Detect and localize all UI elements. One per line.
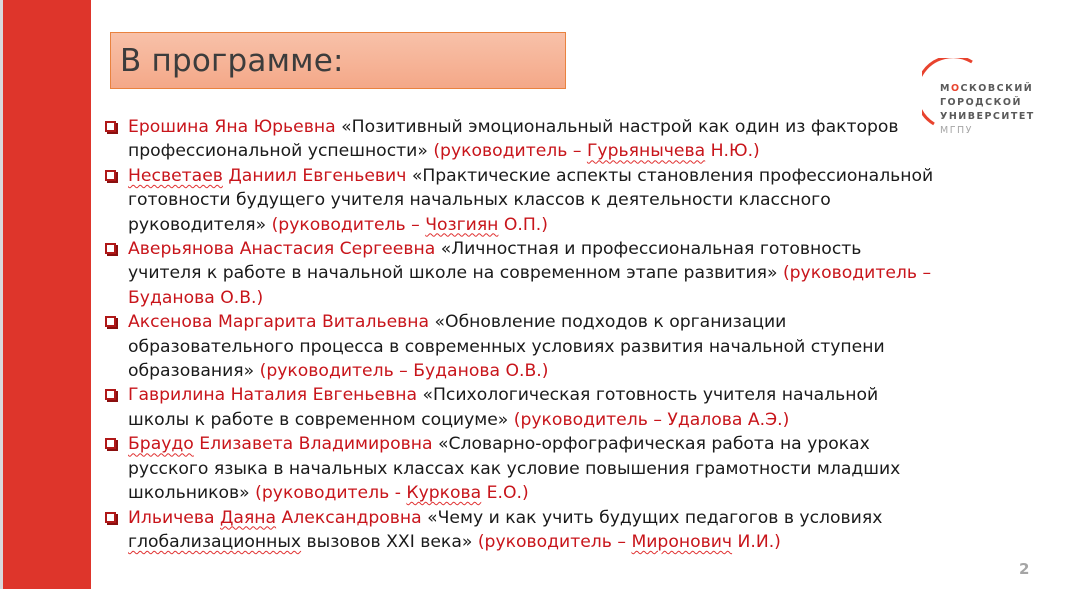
logo-line4: МГПУ: [940, 125, 973, 136]
logo-line1-post: СКОВСКИЙ: [960, 83, 1034, 94]
page-title: В программе:: [120, 42, 344, 79]
accent-sidebar: [3, 0, 91, 589]
list-item: [104, 506, 934, 555]
student-name: Даниил Евгеньевич: [222, 165, 407, 186]
list-item: [104, 310, 934, 383]
title-box: [110, 32, 566, 89]
program-list: [104, 115, 934, 554]
student-name: Елизавета Владимировна: [193, 434, 433, 455]
list-item: [104, 237, 934, 310]
topic-text: «Обновление подходов к организации образовательного процесса в современных условиях развития начальной ступени образования»: [128, 312, 885, 382]
supervisor-name: Миронович: [631, 531, 733, 552]
list-item: [104, 383, 934, 432]
topic-text: «Чему и как учить будущих педагогов в условиях: [421, 507, 883, 528]
supervisor-prefix: (руководитель –: [477, 531, 632, 552]
checkbox-bullet-icon: [105, 243, 116, 254]
supervisor-prefix: (руководитель –: [271, 214, 426, 235]
topic-text: «Личностная и профессиональная готовность учителя к работе в начальной школе на современном этапе развития»: [128, 239, 862, 284]
student-surname: Несветаев: [128, 165, 223, 186]
student-name: Аверьянова Анастасия Сергеевна: [128, 239, 436, 260]
list-item: [104, 115, 934, 164]
supervisor-prefix: (руководитель –: [433, 141, 587, 162]
checkbox-bullet-icon: [105, 121, 116, 132]
checkbox-bullet-icon: [105, 170, 116, 181]
logo-line2: ГОРОДСКОЙ: [940, 97, 1022, 108]
logo-line3: УНИВЕРСИТЕТ: [940, 111, 1035, 122]
student-surname: Браудо: [128, 434, 194, 455]
list-item: [104, 432, 934, 505]
supervisor-name: Гурьянычева: [586, 141, 706, 162]
student-name: Аксенова Маргарита Витальевна: [128, 312, 430, 333]
topic-text: «Практические аспекты становления профессиональной готовности будущего учителя начальных классов к деятельности классного руководителя»: [128, 165, 934, 235]
student-firstname: Даяна: [220, 507, 277, 528]
supervisor-name: Чозгиян: [425, 214, 499, 235]
supervisor-suffix: Н.Ю.): [705, 141, 760, 162]
checkbox-bullet-icon: [105, 438, 116, 449]
logo-line1-o: О: [950, 83, 961, 94]
topic-text: вызовов XXI века»: [301, 531, 478, 552]
supervisor-suffix: О.П.): [498, 214, 548, 235]
supervisor-suffix: И.И.): [732, 531, 781, 552]
logo-text: [940, 82, 1035, 138]
supervisor-name: Куркова: [406, 483, 482, 504]
supervisor: (руководитель – Удалова А.Э.): [513, 409, 790, 430]
student-surname: Ильичева: [128, 507, 220, 528]
list-item: [104, 164, 934, 237]
supervisor-suffix: Е.О.): [481, 483, 529, 504]
supervisor: (руководитель – Буданова О.В.): [259, 361, 549, 382]
checkbox-bullet-icon: [105, 316, 116, 327]
topic-text-flagged: глобализационных: [128, 531, 302, 552]
student-name: Гаврилина Наталия Евгеньевна: [128, 385, 418, 406]
logo-line1-pre: М: [940, 83, 951, 94]
student-name: Ерошина Яна Юрьевна: [128, 117, 336, 137]
supervisor: (руководитель – Буданова О.В.): [128, 263, 932, 308]
topic-text: «Позитивный эмоциональный настрой как один из факторов профессиональной успешности»: [128, 117, 899, 162]
topic-text: «Психологическая готовность учителя начальной школы к работе в современном социуме»: [128, 385, 879, 430]
page-number: 2: [1019, 560, 1030, 578]
checkbox-bullet-icon: [105, 512, 116, 523]
checkbox-bullet-icon: [105, 389, 116, 400]
topic-text: «Словарно-орфографическая работа на уроках русского языка в начальных классах как условие повышения грамотности младших школьников»: [128, 434, 901, 504]
student-patronymic: Александровна: [276, 507, 422, 528]
supervisor-prefix: (руководитель -: [255, 483, 407, 504]
university-logo: [922, 58, 1052, 138]
